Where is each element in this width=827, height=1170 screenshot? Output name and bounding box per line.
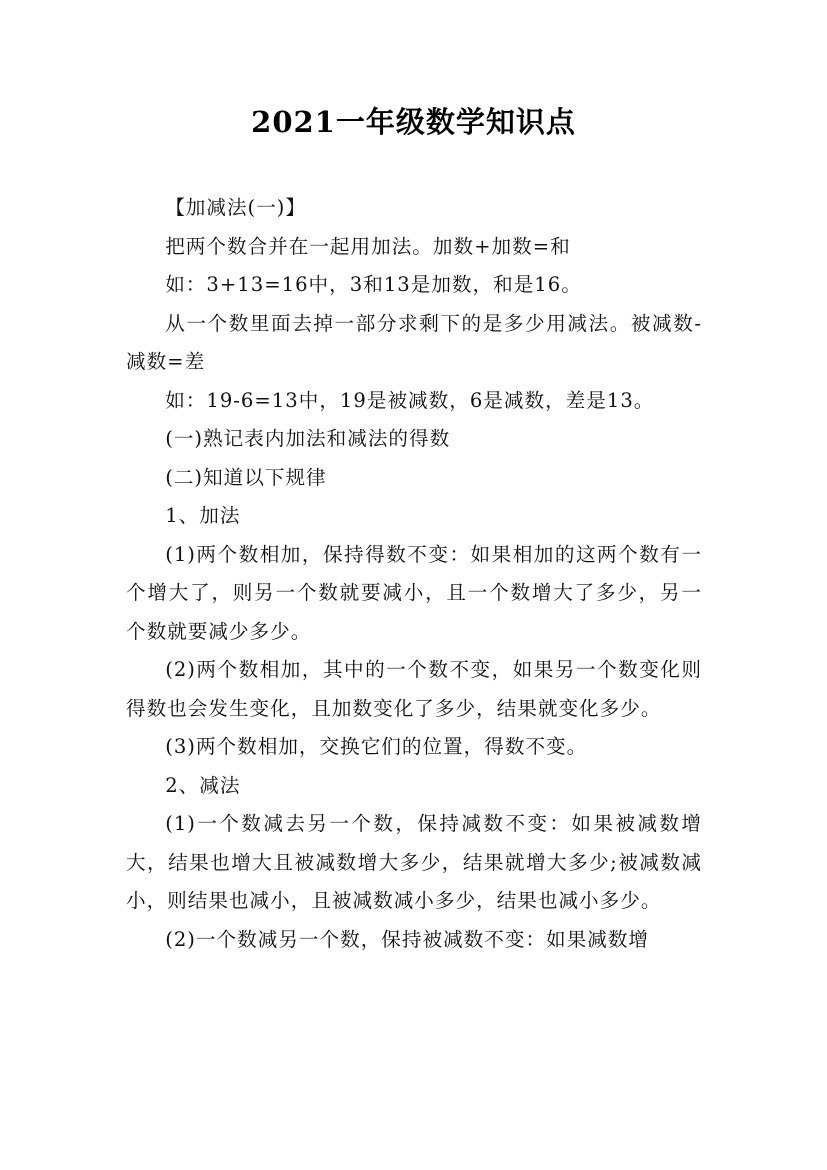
subheading-subtraction: 2、减法 [165,773,241,797]
subheading-addition: 1、加法 [165,504,241,527]
document-title: 2021一年级数学知识点 [251,105,576,139]
paragraph: (1)两个数相加，保持得数不变：如果相加的这两个数有一个增大了，则另一个数就要减小，且一个数增大了多少，另一个数就要减少多少。 [126,542,702,643]
paragraph: (3)两个数相加，交换它们的位置，得数不变。 [165,735,588,758]
paragraph: (2)两个数相加，其中的一个数不变，如果另一个数变化则得数也会发生变化，且加数变化了多少，结果就变化多少。 [126,658,702,720]
document-body [126,189,702,959]
paragraph: 如：19-6=13中，19是被减数，6是减数，差是13。 [165,388,655,412]
paragraph: (一)熟记表内加法和减法的得数 [165,427,451,450]
paragraph: (二)知道以下规律 [165,465,327,489]
paragraph: 把两个数合并在一起用加法。加数+加数=和 [165,234,571,258]
section-heading: 【加减法(一)】 [165,196,307,219]
paragraph: 从一个数里面去掉一部分求剩下的是多少用减法。被减数-减数=差 [126,311,702,373]
paragraph: (1)一个数减去另一个数，保持减数不变：如果被减数增大，结果也增大且被减数增大多少，结果就增大多少;被减数减小，则结果也减小，且被减数减小多少，结果也减小多少。 [126,812,702,912]
paragraph: 如：3+13=16中，3和13是加数，和是16。 [165,273,582,296]
paragraph: (2)一个数减另一个数，保持被减数不变：如果减数增 [165,927,650,951]
